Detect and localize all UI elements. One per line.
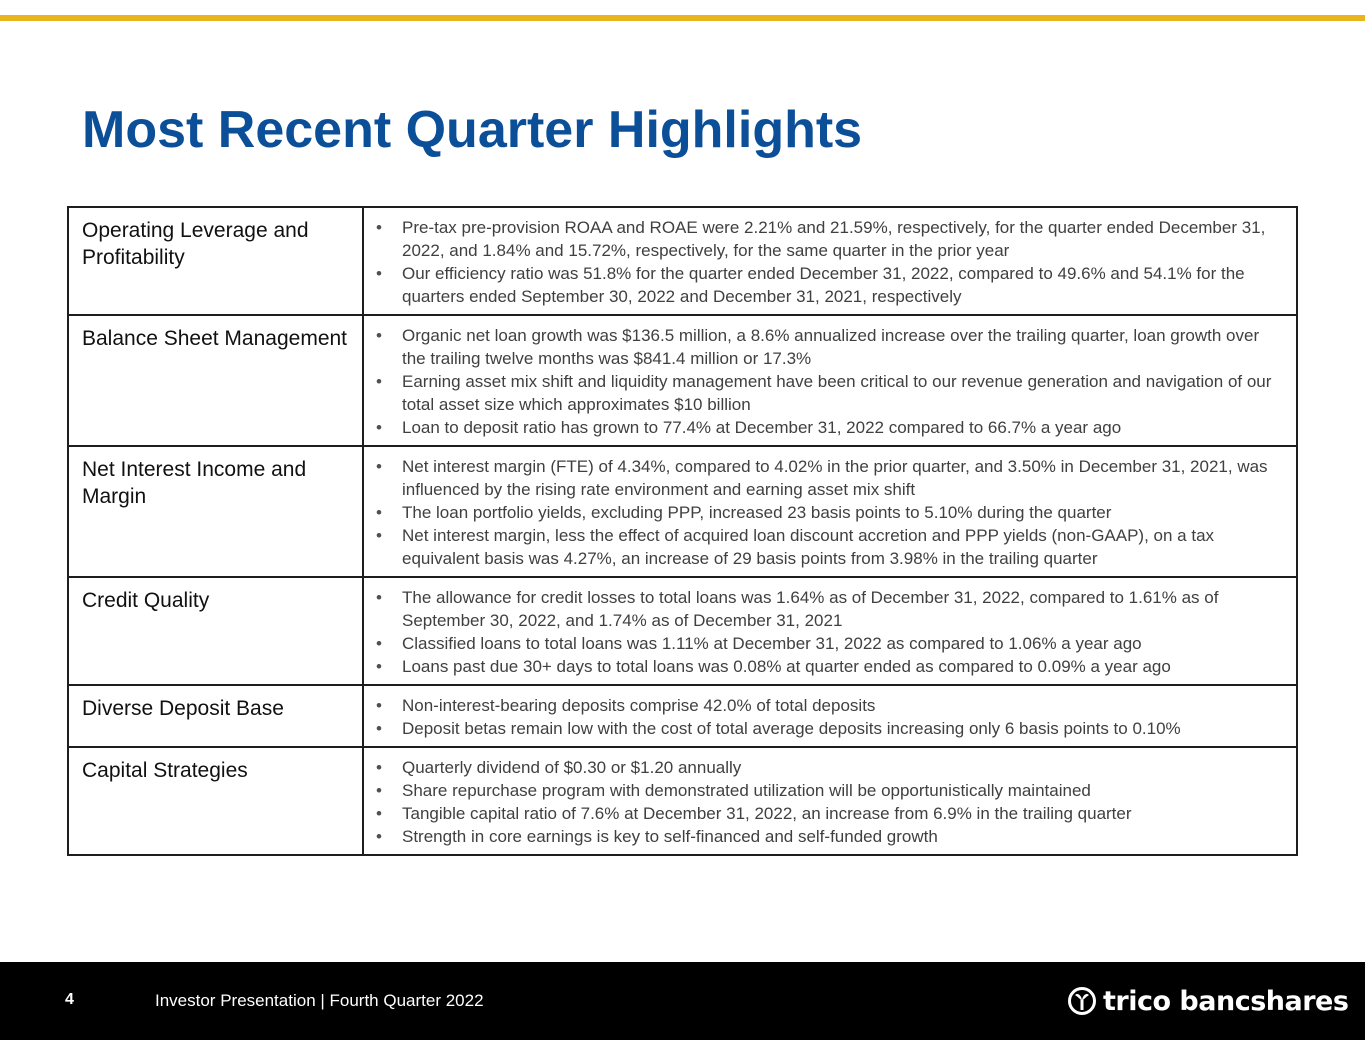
bullet-dot-icon: • (376, 696, 382, 715)
bullet-list (376, 216, 1284, 308)
bullet-list (376, 694, 1284, 740)
bullet-text: Pre-tax pre-provision ROAA and ROAE were 2.21% and 21.59%, respectively, for the quarter ended December 31, 2022, and 1.84% and 15.72%, respectively, for the same quarter in the prior year (402, 218, 1266, 260)
list-item (376, 632, 1284, 655)
row-bullets-cell (363, 446, 1297, 577)
bullet-text: Non-interest-bearing deposits comprise 42.0% of total deposits (402, 696, 876, 715)
bullet-text: Quarterly dividend of $0.30 or $1.20 annually (402, 758, 742, 777)
bullet-dot-icon: • (376, 634, 382, 653)
trico-leaf-icon (1068, 986, 1096, 1016)
bullet-list (376, 756, 1284, 848)
bullet-text: Organic net loan growth was $136.5 million, a 8.6% annualized increase over the trailing quarter, loan growth over the trailing twelve months was $841.4 million or 17.3% (402, 326, 1260, 368)
bullet-text: The loan portfolio yields, excluding PPP, increased 23 basis points to 5.10% during the quarter (402, 503, 1112, 522)
brand-name: trico bancshares (1103, 985, 1349, 1017)
bullet-list (376, 324, 1284, 439)
bullet-dot-icon: • (376, 719, 382, 738)
row-category: Diverse Deposit Base (68, 685, 363, 747)
footer-bar (0, 962, 1365, 1040)
bullet-dot-icon: • (376, 657, 382, 676)
row-category: Balance Sheet Management (68, 315, 363, 446)
bullet-dot-icon: • (376, 218, 382, 237)
list-item (376, 586, 1284, 632)
table-row (68, 747, 1297, 855)
bullet-dot-icon: • (376, 457, 382, 476)
bullet-dot-icon: • (376, 503, 382, 522)
bullet-dot-icon: • (376, 526, 382, 545)
row-bullets-cell (363, 315, 1297, 446)
row-bullets-cell (363, 747, 1297, 855)
row-category: Capital Strategies (68, 747, 363, 855)
bullet-text: Net interest margin (FTE) of 4.34%, compared to 4.02% in the prior quarter, and 3.50% in December 31, 2021, was influenced by the rising rate environment and earning asset mix shift (402, 457, 1268, 499)
bullet-text: Loans past due 30+ days to total loans was 0.08% at quarter ended as compared to 0.09% a year ago (402, 657, 1171, 676)
bullet-text: Share repurchase program with demonstrated utilization will be opportunistically maintained (402, 781, 1091, 800)
bullet-dot-icon: • (376, 588, 382, 607)
row-bullets-cell (363, 577, 1297, 685)
table-row (68, 577, 1297, 685)
list-item (376, 324, 1284, 370)
top-accent-rule (0, 15, 1365, 21)
list-item (376, 524, 1284, 570)
row-bullets-cell (363, 685, 1297, 747)
highlights-table-body (68, 207, 1297, 855)
list-item (376, 802, 1284, 825)
list-item (376, 694, 1284, 717)
footer-presentation-title: Investor Presentation | Fourth Quarter 2022 (155, 991, 484, 1010)
list-item (376, 825, 1284, 848)
bullet-text: Net interest margin, less the effect of acquired loan discount accretion and PPP yields (non-GAAP), on a tax equivalent basis was 4.27%, an increase of 29 basis points from 3.98% in the trailing quarter (402, 526, 1215, 568)
page-title: Most Recent Quarter Highlights (82, 101, 863, 159)
bullet-dot-icon: • (376, 804, 382, 823)
bullet-text: Loan to deposit ratio has grown to 77.4% at December 31, 2022 compared to 66.7% a year ago (402, 418, 1122, 437)
list-item (376, 262, 1284, 308)
bullet-text: Tangible capital ratio of 7.6% at December 31, 2022, an increase from 6.9% in the trailing quarter (402, 804, 1132, 823)
bullet-text: Strength in core earnings is key to self-financed and self-funded growth (402, 827, 938, 846)
table-row (68, 446, 1297, 577)
bullet-text: Classified loans to total loans was 1.11% at December 31, 2022 as compared to 1.06% a year ago (402, 634, 1142, 653)
bullet-dot-icon: • (376, 781, 382, 800)
list-item (376, 216, 1284, 262)
bullet-dot-icon: • (376, 326, 382, 345)
bullet-dot-icon: • (376, 418, 382, 437)
bullet-list (376, 455, 1284, 570)
bullet-dot-icon: • (376, 264, 382, 283)
page-number: 4 (65, 991, 74, 1008)
list-item (376, 501, 1284, 524)
list-item (376, 756, 1284, 779)
list-item (376, 779, 1284, 802)
bullet-dot-icon: • (376, 758, 382, 777)
list-item (376, 455, 1284, 501)
bullet-dot-icon: • (376, 372, 382, 391)
brand-logo (1068, 982, 1348, 1020)
highlights-table (67, 206, 1298, 856)
bullet-text: Deposit betas remain low with the cost of total average deposits increasing only 6 basis points to 0.10% (402, 719, 1181, 738)
table-row (68, 685, 1297, 747)
list-item (376, 416, 1284, 439)
row-category: Operating Leverage and Profitability (68, 207, 363, 315)
list-item (376, 655, 1284, 678)
row-category: Net Interest Income and Margin (68, 446, 363, 577)
list-item (376, 717, 1284, 740)
row-bullets-cell (363, 207, 1297, 315)
bullet-text: The allowance for credit losses to total loans was 1.64% as of December 31, 2022, compared to 1.61% as of September 30, 2022, and 1.74% as of December 31, 2021 (402, 588, 1219, 630)
bullet-text: Our efficiency ratio was 51.8% for the quarter ended December 31, 2022, compared to 49.6% and 54.1% for the quarters ended September 30, 2022 and December 31, 2021, respectively (402, 264, 1245, 306)
bullet-dot-icon: • (376, 827, 382, 846)
list-item (376, 370, 1284, 416)
table-row (68, 207, 1297, 315)
bullet-list (376, 586, 1284, 678)
bullet-text: Earning asset mix shift and liquidity management have been critical to our revenue generation and navigation of our total asset size which approximates $10 billion (402, 372, 1272, 414)
table-row (68, 315, 1297, 446)
row-category: Credit Quality (68, 577, 363, 685)
